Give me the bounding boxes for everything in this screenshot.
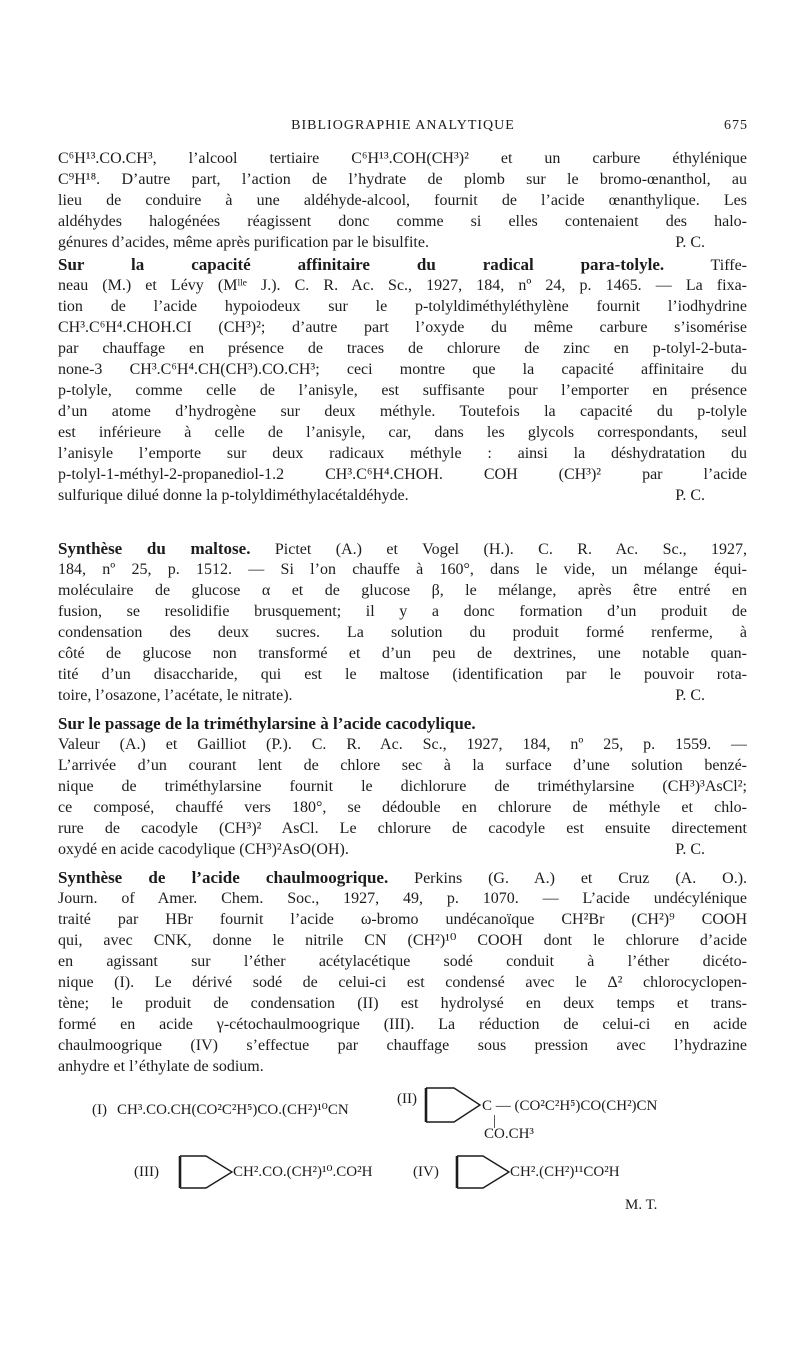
text-line: anhydre et l’éthylate de sodium. [58, 1058, 264, 1075]
text-line: rure de cacodyle (CH³)² AsCl. Le chlorure de cacodyle est ensuite directement [58, 820, 747, 837]
page-number: 675 [724, 118, 748, 133]
text-line: lieu de conduire à une aldéhyde-alcool, fournit de l’acide œnanthylique. Les [58, 192, 747, 209]
article-chaulmoogrique [58, 867, 747, 1077]
text-line: fusion, se resolidifie brusquement; il y a donc formation d’un produit de [58, 603, 747, 620]
article-citation-start: Tiffe- [710, 257, 747, 274]
text-line: tion de l’acide hypoiodeux sur le p-tolyldiméthyléthylène fournit l’iodhydrine [58, 298, 747, 315]
text-line: formé en acide γ-cétochaulmoogrique (III). La réduction de celui-ci en acide [58, 1016, 747, 1033]
author-signature: P. C. [675, 487, 705, 504]
formula-text: CH².(CH²)¹¹CO²H [510, 1164, 620, 1180]
author-signature: M. T. [625, 1197, 658, 1213]
last-line-text: toire, l’osazone, l’acétate, le nitrate). [58, 687, 293, 704]
article-title: Sur le passage de la triméthylarsine à l’acide cacodylique. [58, 714, 476, 733]
text-line: aldéhydes halogénées réagissent donc comme si elles contenaient des halo- [58, 213, 747, 230]
formula-text: CH³.CO.CH(CO²C²H⁵)CO.(CH²)¹⁰CN [117, 1102, 349, 1118]
text-line: l’anisyle l’emporte sur deux radicaux méthyle : ainsi la déshydratation du [58, 445, 747, 462]
cyclopentene-ring-icon [180, 1154, 234, 1190]
formula-text: CO.CH³ [484, 1126, 534, 1142]
text-line: Journ. of Amer. Chem. Soc., 1927, 49, p. 1070. — L’acide undécylénique [58, 890, 747, 907]
text-line: est inférieure à celle de l’anisyle, car, dans les glycols correspondants, seul [58, 424, 747, 441]
author-signature: P. C. [675, 234, 705, 251]
article-heading-line [58, 867, 747, 888]
text-line: condensation des deux sucres. La solution du produit formé renferme, à [58, 624, 747, 641]
formula-label: (IV) [413, 1164, 439, 1180]
article-maltose [58, 538, 747, 706]
text-line: neau (M.) et Lévy (Mˡˡᵉ J.). C. R. Ac. Sc., 1927, 184, nº 24, p. 1465. — La fixa- [58, 277, 747, 294]
text-line: Valeur (A.) et Gailliot (P.). C. R. Ac. Sc., 1927, 184, nº 25, p. 1559. — [58, 736, 747, 753]
formula-bond: | [493, 1113, 497, 1129]
text-line: L’arrivée d’un courant lent de chlore sec à la surface d’une solution benzé- [58, 757, 747, 774]
article-citation-start: Pictet (A.) et Vogel (H.). C. R. Ac. Sc., 1927, [274, 541, 747, 558]
article-cacodylique [58, 713, 747, 860]
article-title: Synthèse du maltose. [58, 539, 251, 558]
cyclopentene-ring-icon [426, 1086, 482, 1124]
text-line: côté de glucose non transformé et d’un peu de dextrines, une notable quan- [58, 645, 747, 662]
running-header [58, 118, 748, 140]
formula-text: C — (CO²C²H⁵)CO(CH²)CN [482, 1098, 658, 1114]
author-signature: P. C. [675, 841, 705, 858]
formula-label: (III) [134, 1164, 159, 1180]
text-line: tène; le produit de condensation (II) est hydrolysé en deux temps et trans- [58, 995, 747, 1012]
text-line: nique (I). Le dérivé sodé de celui-ci est condensé avec le Δ² chlorocyclopen- [58, 974, 747, 991]
article-citation-start: Perkins (G. A.) et Cruz (A. O.). [414, 870, 747, 887]
article-title: Synthèse de l’acide chaulmoogrique. [58, 868, 389, 887]
text-line: nique de triméthylarsine fournit le dichlorure de triméthylarsine (CH³)³AsCl²; [58, 778, 747, 795]
article-paratolyle [58, 254, 747, 506]
article-heading-line [58, 713, 747, 734]
text-line: C⁶H¹³.CO.CH³, l’alcool tertiaire C⁶H¹³.COH(CH³)² et un carbure éthylénique [58, 150, 747, 167]
text-line: traité par HBr fournit l’acide ω-bromo undécanoïque CH²Br (CH²)⁹ COOH [58, 911, 747, 928]
article-title: Sur la capacité affinitaire du radical para-tolyle. [58, 255, 665, 274]
text-line: moléculaire de glucose α et de glucose β, le mélange, après être entré en [58, 582, 747, 599]
text-line: none-3 CH³.C⁶H⁴.CH(CH³).CO.CH³; ceci montre que la capacité affinitaire du [58, 361, 747, 378]
text-line: par chauffage en présence de traces de chlorure de zinc en p-tolyl-2-buta- [58, 340, 747, 357]
author-signature: P. C. [675, 687, 705, 704]
text-line: qui, avec CNK, donne le nitrile CN (CH²)¹⁰ COOH dont le chlorure d’acide [58, 932, 747, 949]
intro-paragraph [58, 148, 747, 253]
last-line-text: génures d’acides, même après purification par le bisulfite. [58, 234, 429, 251]
text-line: en agissant sur l’éther acétylacétique sodé conduit à l’éther dicéto- [58, 953, 747, 970]
text-line: p-tolyle, comme celle de l’anisyle, est suffisante pour l’emporter en présence [58, 382, 747, 399]
text-line: tité d’un disaccharide, qui est le maltose (identification par le pouvoir rota- [58, 666, 747, 683]
formula-label: (I) [92, 1102, 107, 1118]
article-heading-line [58, 538, 747, 559]
formula-label: (II) [397, 1091, 417, 1107]
text-line [58, 485, 747, 506]
running-title: BIBLIOGRAPHIE ANALYTIQUE [291, 118, 515, 133]
last-line-text: oxydé en acide cacodylique (CH³)²AsO(OH). [58, 841, 349, 858]
text-line: ce composé, chauffé vers 180°, se dédouble en chlorure de méthyle et chlo- [58, 799, 747, 816]
text-line [58, 685, 747, 706]
text-line: CH³.C⁶H⁴.CHOH.CI (CH³)²; d’autre part l’oxyde du même carbure s’isomérise [58, 319, 747, 336]
text-line: chaulmoogrique (IV) s’effectue par chauffage sous pression avec l’hydrazine [58, 1037, 747, 1054]
last-line-text: sulfurique dilué donne la p-tolyldiméthylacétaldéhyde. [58, 487, 409, 504]
text-line: 184, nº 25, p. 1512. — Si l’on chauffe à 160°, dans le vide, un mélange équi- [58, 561, 747, 578]
text-line: C⁹H¹⁸. D’autre part, l’action de l’hydrate de plomb sur le bromo-œnanthol, au [58, 171, 747, 188]
text-line [58, 232, 747, 253]
text-line: d’un atome d’hydrogène sur deux méthyle. Toutefois la capacité du p-tolyle [58, 403, 747, 420]
article-heading-line [58, 254, 747, 275]
text-line [58, 839, 747, 860]
text-line: p-tolyl-1-méthyl-2-propanediol-1.2 CH³.C⁶H⁴.CHOH. COH (CH³)² par l’acide [58, 466, 747, 483]
cyclopentene-ring-icon [457, 1154, 511, 1190]
formula-text: CH².CO.(CH²)¹⁰.CO²H [233, 1164, 373, 1180]
